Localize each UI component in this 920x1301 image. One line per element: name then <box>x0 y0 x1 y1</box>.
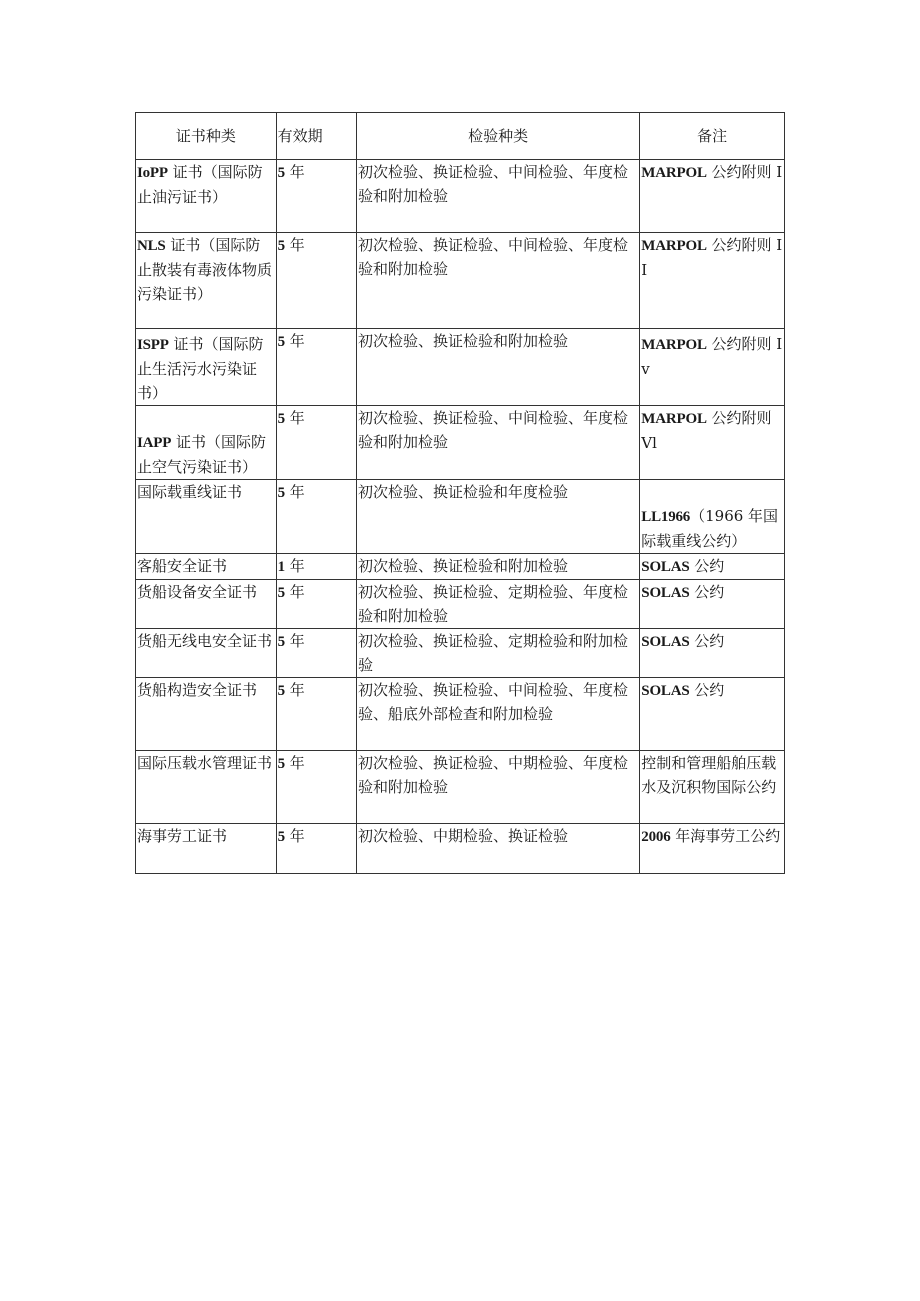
validity-unit: 年 <box>284 236 305 254</box>
cell-inspection-type <box>357 160 640 233</box>
note-code: SOLAS <box>641 634 690 650</box>
cell-remarks <box>640 406 785 480</box>
validity-unit: 年 <box>284 754 305 772</box>
validity-number: 5 <box>277 238 285 254</box>
cell-validity <box>276 580 356 629</box>
validity-number: 5 <box>277 829 285 845</box>
cert-abbr: IAPP <box>137 435 172 451</box>
table-row <box>136 629 785 678</box>
validity-unit: 年 <box>284 483 305 501</box>
cert-abbr: NLS <box>137 238 166 254</box>
note-text: 公约 <box>689 557 725 575</box>
inspection-text: 初次检验、中期检验、换证检验 <box>358 827 569 845</box>
validity-unit: 年 <box>284 332 305 350</box>
cell-validity <box>276 824 356 874</box>
header-remarks: 备注 <box>640 113 785 160</box>
validity-unit: 年 <box>284 632 305 650</box>
cell-cert-type <box>136 406 277 480</box>
cell-validity <box>276 751 356 824</box>
validity-number: 1 <box>277 559 285 575</box>
note-text: 年海事劳工公约 <box>670 827 781 845</box>
inspection-text: 初次检验、换证检验、定期检验、年度检验和附加检验 <box>358 583 629 625</box>
note-code: MARPOL <box>641 165 707 181</box>
cell-cert-type <box>136 233 277 329</box>
cert-name: 货船设备安全证书 <box>137 583 258 601</box>
cert-name: 货船构造安全证书 <box>137 681 258 699</box>
cell-cert-type <box>136 580 277 629</box>
inspection-text: 初次检验、换证检验和年度检验 <box>358 483 569 501</box>
cell-inspection-type <box>357 554 640 580</box>
cert-name: 海事劳工证书 <box>137 827 228 845</box>
cell-inspection-type <box>357 824 640 874</box>
note-code: 2006 <box>641 829 671 845</box>
cell-cert-type <box>136 480 277 554</box>
cell-cert-type <box>136 751 277 824</box>
header-validity: 有效期 <box>276 113 356 160</box>
cell-validity <box>276 480 356 554</box>
cell-remarks <box>640 580 785 629</box>
table-row <box>136 160 785 233</box>
cell-remarks <box>640 329 785 406</box>
cert-name: 客船安全证书 <box>137 557 228 575</box>
cert-abbr: ISPP <box>137 337 169 353</box>
inspection-text: 初次检验、换证检验、定期检验和附加检验 <box>358 632 629 674</box>
inspection-text: 初次检验、换证检验和附加检验 <box>358 332 569 350</box>
cell-validity <box>276 160 356 233</box>
table-row <box>136 678 785 751</box>
inspection-text: 初次检验、换证检验、中间检验、年度检验和附加检验 <box>358 409 629 451</box>
cell-remarks <box>640 233 785 329</box>
cell-inspection-type <box>357 678 640 751</box>
cell-validity <box>276 678 356 751</box>
cert-name: 证书（国际防止空气污染证书） <box>137 433 266 476</box>
table-row <box>136 480 785 554</box>
inspection-text: 初次检验、换证检验、中间检验、年度检验和附加检验 <box>358 163 629 205</box>
table-header-row <box>136 113 785 160</box>
cell-inspection-type <box>357 233 640 329</box>
cell-cert-type <box>136 678 277 751</box>
cert-name: 证书（国际防止散装有毒液体物质污染证书） <box>137 236 273 303</box>
cell-inspection-type <box>357 751 640 824</box>
validity-unit: 年 <box>284 681 305 699</box>
inspection-text: 初次检验、换证检验和附加检验 <box>358 557 569 575</box>
cell-cert-type <box>136 554 277 580</box>
note-text: 公约附则 II <box>641 236 783 279</box>
table-row <box>136 751 785 824</box>
note-code: MARPOL <box>641 411 707 427</box>
table-row <box>136 580 785 629</box>
table-row <box>136 233 785 329</box>
inspection-text: 初次检验、换证检验、中期检验、年度检验和附加检验 <box>358 754 629 796</box>
note-text: 公约附则 I <box>706 163 783 181</box>
validity-unit: 年 <box>284 827 305 845</box>
cell-validity <box>276 233 356 329</box>
note-code: SOLAS <box>641 683 690 699</box>
validity-number: 5 <box>277 756 285 772</box>
table-row <box>136 554 785 580</box>
validity-number: 5 <box>277 334 285 350</box>
validity-unit: 年 <box>284 583 305 601</box>
table-row <box>136 329 785 406</box>
cell-inspection-type <box>357 406 640 480</box>
note-text: 公约 <box>689 583 725 601</box>
validity-unit: 年 <box>284 557 305 575</box>
cell-remarks <box>640 480 785 554</box>
table-row <box>136 824 785 874</box>
cell-remarks <box>640 629 785 678</box>
cell-remarks <box>640 554 785 580</box>
validity-number: 5 <box>277 683 285 699</box>
note-text: 公约附则 Vl <box>641 409 772 452</box>
note-text: 公约 <box>689 681 725 699</box>
note-text: 公约 <box>689 632 725 650</box>
header-inspection-type: 检验种类 <box>357 113 640 160</box>
cell-cert-type <box>136 329 277 406</box>
cell-cert-type <box>136 160 277 233</box>
cell-cert-type <box>136 629 277 678</box>
validity-unit: 年 <box>284 409 305 427</box>
note-code: SOLAS <box>641 559 690 575</box>
cell-inspection-type <box>357 629 640 678</box>
inspection-text: 初次检验、换证检验、中间检验、年度检验和附加检验 <box>358 236 629 278</box>
cert-name: 货船无线电安全证书 <box>137 632 273 650</box>
cell-validity <box>276 629 356 678</box>
cell-validity <box>276 406 356 480</box>
note-code: MARPOL <box>641 337 707 353</box>
note-text: 控制和管理船舶压载水及沉积物国际公约 <box>641 754 777 796</box>
validity-unit: 年 <box>284 163 305 181</box>
cert-name: 国际压载水管理证书 <box>137 754 273 772</box>
validity-number: 5 <box>277 634 285 650</box>
validity-number: 5 <box>277 585 285 601</box>
cell-inspection-type <box>357 580 640 629</box>
cell-validity <box>276 554 356 580</box>
cert-abbr: IoPP <box>137 165 168 181</box>
validity-number: 5 <box>277 485 285 501</box>
validity-number: 5 <box>277 411 285 427</box>
note-code: LL1966 <box>641 509 691 525</box>
certificate-table <box>135 112 785 874</box>
cert-name: 证书（国际防止生活污水污染证书） <box>137 335 264 402</box>
validity-number: 5 <box>277 165 285 181</box>
cell-remarks <box>640 160 785 233</box>
cell-validity <box>276 329 356 406</box>
cert-name: 证书（国际防止油污证书） <box>137 163 263 206</box>
cell-remarks <box>640 824 785 874</box>
cell-cert-type <box>136 824 277 874</box>
note-code: MARPOL <box>641 238 707 254</box>
note-code: SOLAS <box>641 585 690 601</box>
cell-inspection-type <box>357 480 640 554</box>
header-cert-type: 证书种类 <box>136 113 277 160</box>
note-text: 公约附则 Iv <box>641 335 783 378</box>
cell-remarks <box>640 751 785 824</box>
cell-remarks <box>640 678 785 751</box>
table-row <box>136 406 785 480</box>
cell-inspection-type <box>357 329 640 406</box>
cert-name: 国际载重线证书 <box>137 483 243 501</box>
note-text: （1966 年国际载重线公约） <box>641 507 779 550</box>
inspection-text: 初次检验、换证检验、中间检验、年度检验、船底外部检查和附加检验 <box>358 681 629 723</box>
